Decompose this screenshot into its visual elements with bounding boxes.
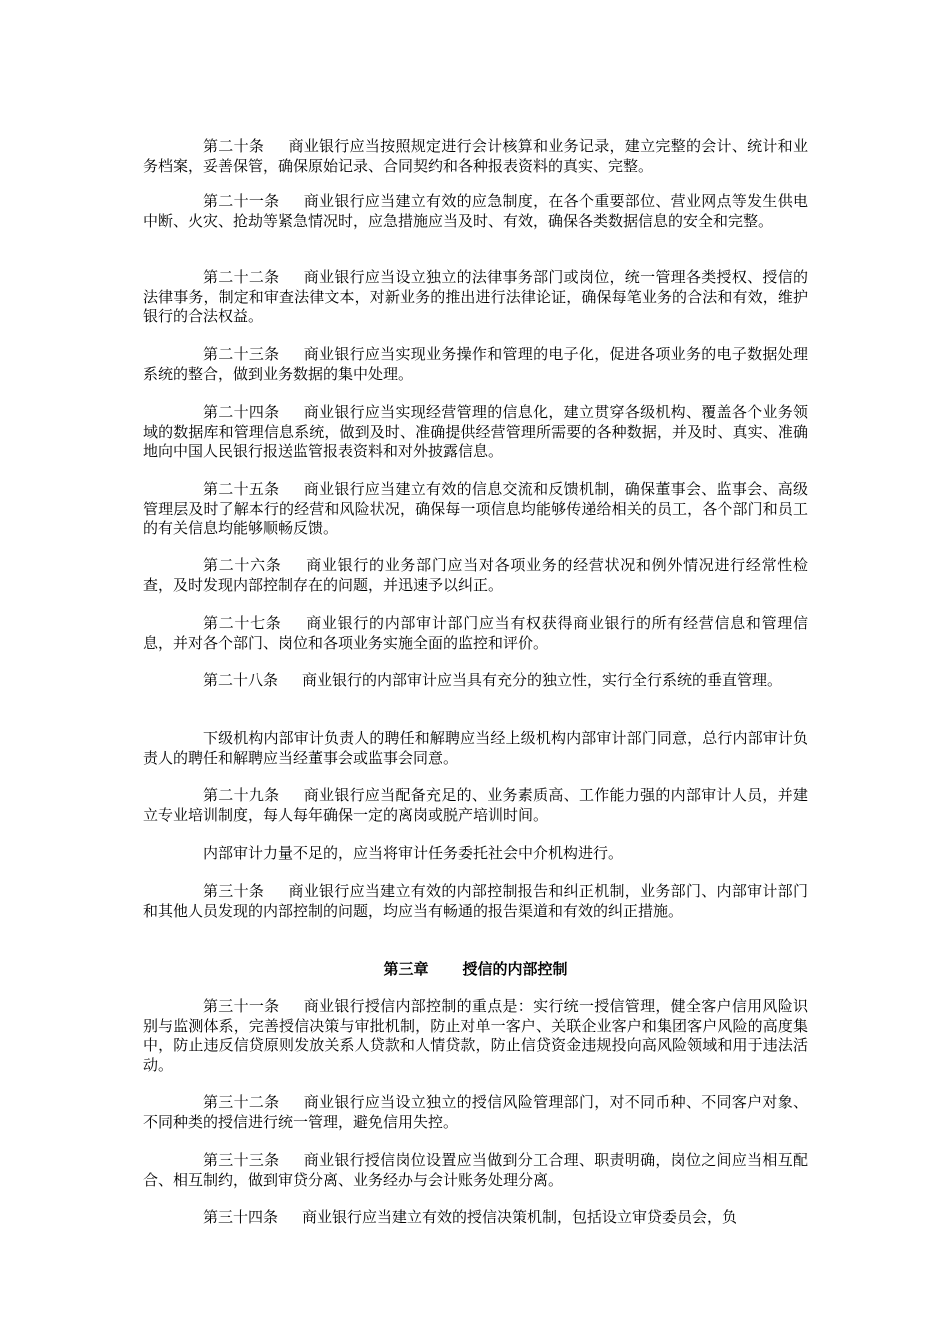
article-text: 商业银行应当设立独立的授信风险管理部门，对不同币种、不同客户对象、不同种类的授信进行统一管理，避免信用失控。 [143,1093,808,1131]
article-number: 第二十一条 [203,192,280,210]
article-text: 商业银行应当建立有效的授信决策机制，包括设立审贷委员会，负 [302,1208,738,1226]
article-text: 商业银行授信内部控制的重点是：实行统一授信管理，健全客户信用风险识别与监测体系，完善授信决策与审批机制，防止对单一客户、关联企业客户和集团客户风险的高度集中，防止违反信贷原则发放关系人贷款和人情贷款，防止信贷资金违规投向高风险领域和用于违法活动。 [143,997,808,1074]
article-text: 商业银行应当建立有效的信息交流和反馈机制，确保董事会、监事会、高级管理层及时了解本行的经营和风险状况，确保每一项信息均能够传递给相关的员工，各个部门和员工的有关信息均能够顺畅反馈。 [143,480,808,537]
article-25 [143,480,808,539]
chapter-number: 第三章 [383,960,429,978]
article-number: 第二十条 [203,137,265,155]
article-number: 第三十一条 [203,997,280,1015]
article-number: 第三十四条 [203,1208,279,1226]
article-text: 商业银行的内部审计应当具有充分的独立性，实行全行系统的垂直管理。 [302,671,783,689]
article-29 [143,786,808,825]
article-33 [143,1151,808,1190]
article-34 [143,1208,808,1228]
article-number: 第三十条 [203,882,265,900]
article-22 [143,268,808,327]
article-number: 第二十四条 [203,403,280,421]
chapter-heading [143,959,808,979]
article-24 [143,403,808,462]
article-text: 内部审计力量不足的，应当将审计任务委托社会中介机构进行。 [203,844,624,862]
article-30 [143,882,808,921]
article-number: 第二十八条 [203,671,279,689]
article-number: 第二十七条 [203,614,282,632]
article-number: 第三十三条 [203,1151,280,1169]
article-text: 商业银行应当设立独立的法律事务部门或岗位，统一管理各类授权、授信的法律事务，制定和审查法律文本，对新业务的推出进行法律论证，确保每笔业务的合法和有效，维护银行的合法权益。 [143,268,808,325]
article-text: 商业银行应当建立有效的内部控制报告和纠正机制，业务部门、内部审计部门和其他人员发现的内部控制的问题，均应当有畅通的报告渠道和有效的纠正措施。 [143,882,808,920]
article-20 [143,137,808,176]
article-26 [143,556,808,595]
article-number: 第二十九条 [203,786,280,804]
article-28 [143,671,808,691]
chapter-title: 授信的内部控制 [462,960,568,978]
article-text: 商业银行授信岗位设置应当做到分工合理、职责明确，岗位之间应当相互配合、相互制约，做到审贷分离、业务经办与会计账务处理分离。 [143,1151,808,1189]
article-number: 第三十二条 [203,1093,280,1111]
article-text: 下级机构内部审计负责人的聘任和解聘应当经上级机构内部审计部门同意，总行内部审计负责人的聘任和解聘应当经董事会或监事会同意。 [143,729,808,767]
article-text: 商业银行的内部审计部门应当有权获得商业银行的所有经营信息和管理信息，并对各个部门、岗位和各项业务实施全面的监控和评价。 [143,614,808,652]
article-number: 第二十五条 [203,480,280,498]
article-29-clause-2 [143,844,808,864]
article-31 [143,997,808,1075]
article-23 [143,345,808,384]
article-text: 商业银行应当实现经营管理的信息化，建立贯穿各级机构、覆盖各个业务领域的数据库和管理信息系统，做到及时、准确提供经营管理所需要的各种数据，并及时、真实、准确地向中国人民银行报送监管报表资料和对外披露信息。 [143,403,808,460]
article-32 [143,1093,808,1132]
article-28-clause-2 [143,729,808,768]
article-text: 商业银行应当配备充足的、业务素质高、工作能力强的内部审计人员，并建立专业培训制度，每人每年确保一定的离岗或脱产培训时间。 [143,786,808,824]
article-number: 第二十三条 [203,345,280,363]
article-text: 商业银行应当实现业务操作和管理的电子化，促进各项业务的电子数据处理系统的整合，做到业务数据的集中处理。 [143,345,808,383]
article-number: 第二十六条 [203,556,282,574]
article-21 [143,192,808,231]
article-27 [143,614,808,653]
article-number: 第二十二条 [203,268,280,286]
article-text: 商业银行应当建立有效的应急制度，在各个重要部位、营业网点等发生供电中断、火灾、抢劫等紧急情况时，应急措施应当及时、有效，确保各类数据信息的安全和完整。 [143,192,808,230]
article-text: 商业银行的业务部门应当对各项业务的经营状况和例外情况进行经常性检查，及时发现内部控制存在的问题，并迅速予以纠正。 [143,556,808,594]
article-text: 商业银行应当按照规定进行会计核算和业务记录，建立完整的会计、统计和业务档案，妥善保管，确保原始记录、合同契约和各种报表资料的真实、完整。 [143,137,808,175]
